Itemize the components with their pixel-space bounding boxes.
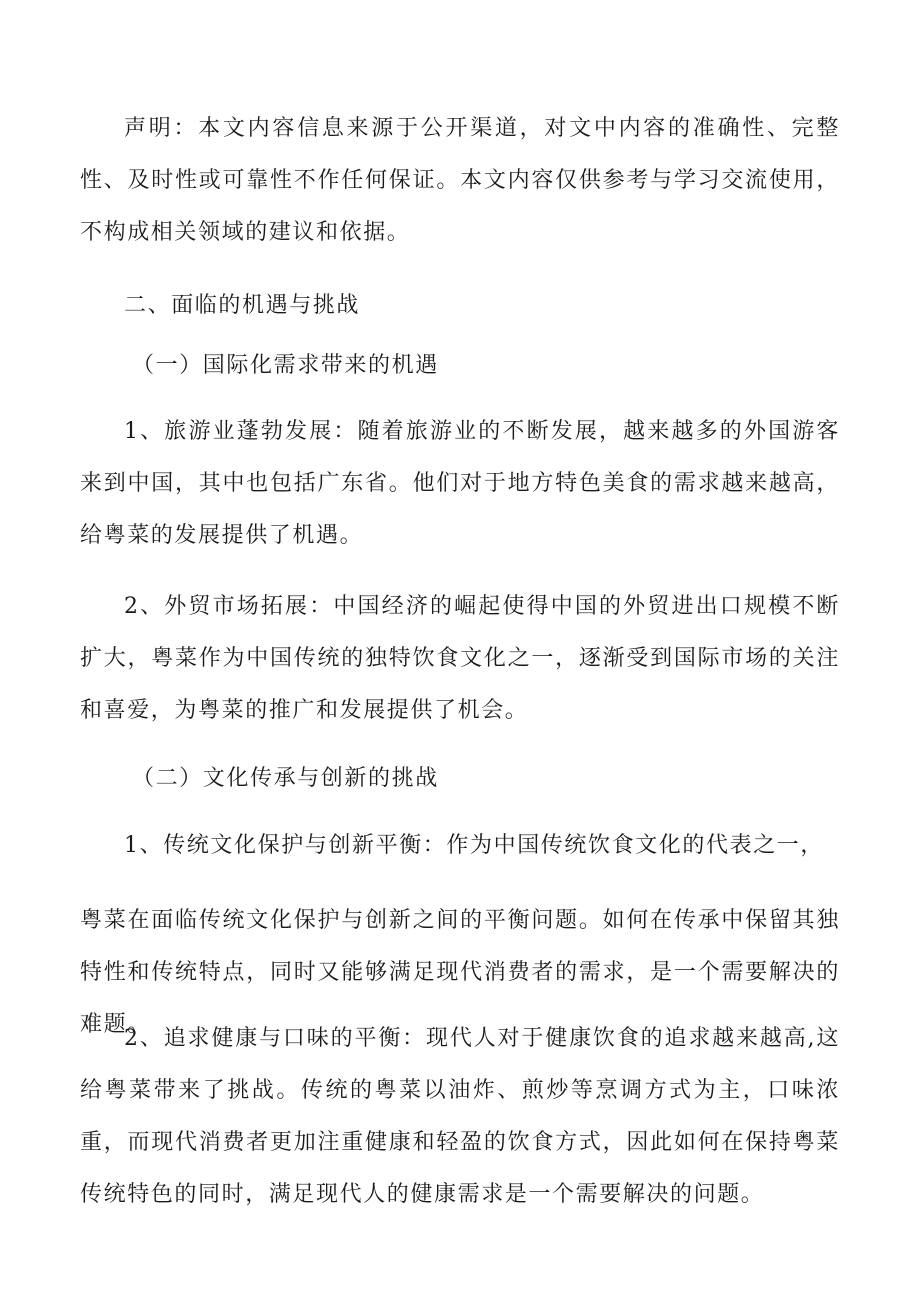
subsection-2-title: （二）文化传承与创新的挑战 bbox=[132, 766, 439, 791]
disclaimer-paragraph: 声明：本文内容信息来源于公开渠道，对文中内容的准确性、完整性、及时性或可靠性不作任何保证。本文内容仅供参考与学习交流使用，不构成相关领域的建议和依据。 bbox=[80, 116, 840, 245]
item-2-1-body: 粤菜在面临传统文化保护与创新之间的平衡问题。如何在传承中保留其独特性和传统特点，同时又能够满足现代消费者的需求，是一个需要解决的难题。 bbox=[80, 908, 840, 1037]
item-1-2-paragraph: 2、外贸市场拓展：中国经济的崛起使得中国的外贸进出口规模不断扩大，粤菜作为中国传统的独特饮食文化之一，逐渐受到国际市场的关注和喜爱，为粤菜的推广和发展提供了机会。 bbox=[80, 594, 840, 723]
section-title: 二、面临的机遇与挑战 bbox=[124, 293, 361, 318]
item-1-1-paragraph: 1、旅游业蓬勃发展：随着旅游业的不断发展，越来越多的外国游客来到中国，其中也包括广东省。他们对于地方特色美食的需求越来越高，给粤菜的发展提供了机遇。 bbox=[80, 419, 840, 548]
item-2-1-head: 1、传统文化保护与创新平衡：作为中国传统饮食文化的代表之一， bbox=[124, 833, 824, 858]
item-2-2-paragraph: 2、追求健康与口味的平衡：现代人对于健康饮食的追求越来越高,这给粤菜带来了挑战。传统的粤菜以油炸、煎炒等烹调方式为主，口味浓重，而现代消费者更加注重健康和轻盈的饮食方式，因此如何在保持粤菜传统特色的同时，满足现代人的健康需求是一个需要解决的问题。 bbox=[80, 1026, 840, 1207]
subsection-1-title: （一）国际化需求带来的机遇 bbox=[132, 353, 439, 378]
